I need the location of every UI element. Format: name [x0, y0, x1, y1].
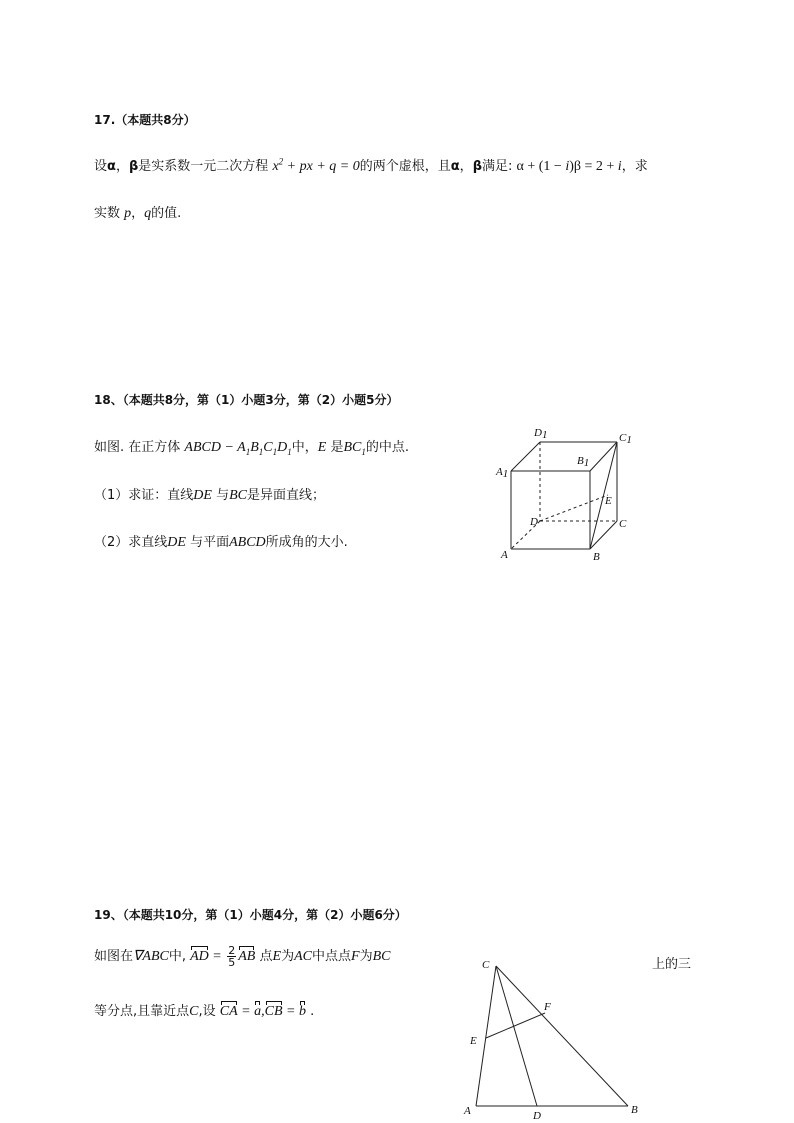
q19-tail: 上的三	[652, 957, 692, 972]
q17-header: 17.（本题共8分）	[94, 113, 196, 127]
label-A: A	[464, 1105, 471, 1117]
q19-line2: 等分点,且靠近点C,设 CA = a,CB = b .	[94, 1004, 315, 1019]
label-D1: D1	[534, 427, 548, 441]
q18-line1: 如图. 在正方体 ABCD − $A_1B_1C_1D_1$中，E 是$BC_1$的中点.	[94, 440, 410, 457]
condition: α + (1 − i)β = 2 + i	[516, 159, 622, 174]
label-A: A	[501, 549, 508, 561]
label-C: C	[619, 518, 627, 530]
q19-header: 19、（本题共10分，第（1）小题4分，第（2）小题6分）	[94, 908, 407, 922]
q17-line2: 实数 p，q的值.	[94, 206, 182, 221]
label-B: B	[631, 1104, 638, 1116]
label-A1: A1	[496, 466, 509, 480]
triangle-figure	[460, 952, 650, 1123]
equation: $x^2$ + px + q = 0	[272, 156, 360, 174]
label-B: B	[593, 551, 600, 563]
q18-part1: （1）求证：直线DE 与BC是异面直线；	[94, 488, 326, 503]
label-E: E	[605, 495, 612, 507]
label-F: F	[544, 1001, 551, 1013]
q18-part2: （2）求直线DE 与平面ABCD所成角的大小.	[94, 535, 348, 550]
label-C: C	[482, 959, 490, 971]
q18-header: 18、（本题共8分，第（1）小题3分，第（2）小题5分）	[94, 393, 399, 407]
label-C1: C1	[619, 432, 632, 446]
label-B1: B1	[577, 455, 590, 469]
label-E: E	[470, 1035, 477, 1047]
q19-line1: 如图在∇ABC中, AD = $\frac{2}{5}$ AB 点E为AC中点点F为BC	[94, 944, 391, 969]
q17-line1: 设α，β是实系数一元二次方程 $x^2$ + px + q = 0的两个虚根，且α，β满足: α + (1 − i)β = 2 + i，求	[94, 156, 648, 174]
label-D: D	[533, 1110, 541, 1122]
label-D: D	[530, 516, 538, 528]
cube-figure	[492, 422, 642, 567]
